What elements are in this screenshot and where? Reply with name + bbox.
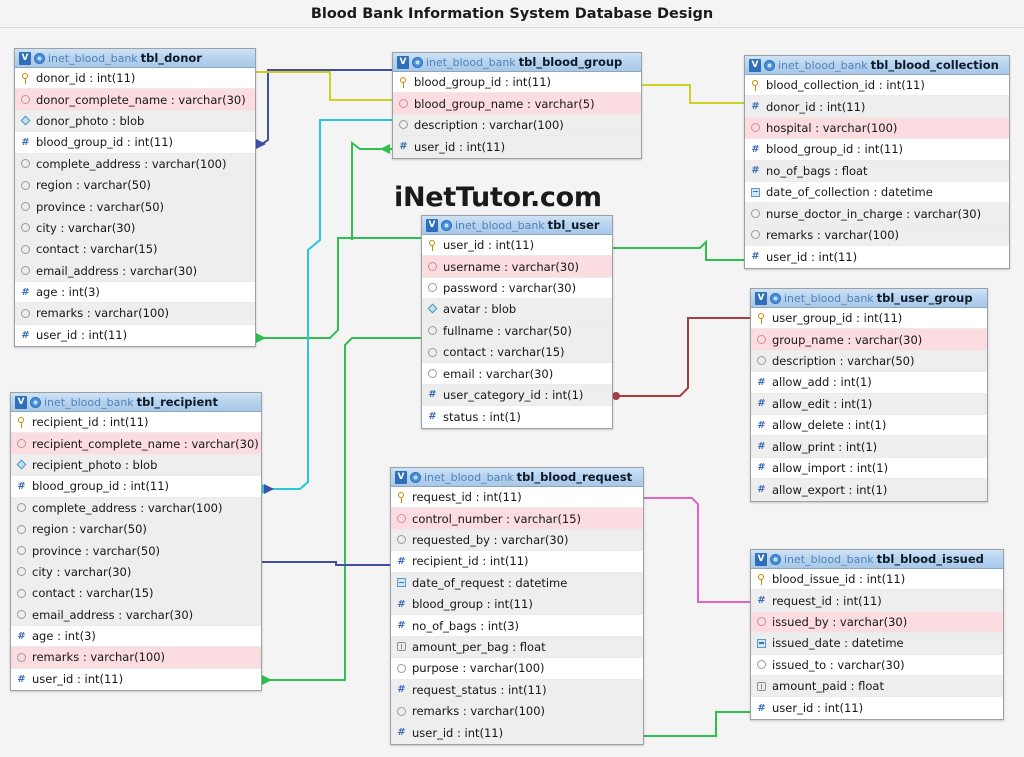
table-tbl_blood_request[interactable]: [390, 467, 644, 745]
number-icon: [756, 703, 767, 714]
table-row[interactable]: [422, 385, 612, 406]
gear-icon: [410, 472, 421, 483]
table-header-tbl_blood_issued[interactable]: [751, 550, 1003, 569]
table-row[interactable]: [422, 278, 612, 299]
number-icon: [750, 165, 761, 176]
table-row[interactable]: [393, 115, 641, 136]
table-row[interactable]: [391, 658, 643, 679]
column-icon: [20, 158, 31, 169]
column-label: age : int(3): [36, 285, 100, 300]
column-label: user_id : int(11): [766, 249, 858, 264]
table-row[interactable]: [15, 175, 255, 196]
column-label: user_id : int(11): [772, 701, 864, 716]
view-icon: V: [426, 219, 438, 232]
table-schema-label: inet_blood_bank: [424, 470, 514, 484]
table-row[interactable]: [11, 455, 261, 476]
column-icon: [20, 180, 31, 191]
table-row[interactable]: [422, 406, 612, 427]
number-icon: [756, 441, 767, 452]
number-icon: [20, 330, 31, 341]
table-row[interactable]: [745, 182, 1009, 203]
table-tbl_blood_collection[interactable]: [744, 55, 1010, 269]
column-label: user_id : int(11): [412, 725, 504, 740]
table-row[interactable]: [422, 256, 612, 277]
table-row[interactable]: [751, 394, 987, 415]
table-row[interactable]: [15, 239, 255, 260]
column-icon: [756, 355, 767, 366]
column-label: blood_group : int(11): [412, 597, 533, 612]
column-label: hospital : varchar(100): [766, 120, 898, 135]
column-label: amount_paid : float: [772, 679, 884, 694]
table-row[interactable]: [393, 136, 641, 157]
table-row[interactable]: [11, 647, 261, 668]
gear-icon: [770, 554, 781, 565]
table-row[interactable]: [391, 701, 643, 722]
column-icon: [427, 347, 438, 358]
column-icon: [16, 524, 27, 535]
table-row[interactable]: [15, 68, 255, 89]
column-label: blood_group_name : varchar(5): [414, 96, 595, 111]
gear-icon: [764, 60, 775, 71]
column-label: no_of_bags : int(3): [412, 618, 520, 633]
table-row[interactable]: [11, 498, 261, 519]
column-label: recipient_complete_name : varchar(30): [32, 436, 259, 451]
column-label: request_id : int(11): [772, 593, 882, 608]
column-label: recipient_photo : blob: [32, 457, 158, 472]
calendar-icon: [396, 577, 407, 588]
table-row[interactable]: [391, 637, 643, 658]
gear-icon: [770, 293, 781, 304]
column-label: remarks : varchar(100): [412, 704, 546, 719]
table-row[interactable]: [751, 633, 1003, 654]
number-icon: [427, 411, 438, 422]
column-icon: [20, 94, 31, 105]
view-icon: V: [755, 292, 767, 305]
calendar-icon: [756, 638, 767, 649]
column-label: blood_group_id : int(11): [414, 75, 552, 90]
view-icon: V: [755, 553, 767, 566]
table-row[interactable]: [745, 161, 1009, 182]
table-row[interactable]: [745, 225, 1009, 246]
column-label: user_id : int(11): [414, 139, 506, 154]
column-label: donor_complete_name : varchar(30): [36, 92, 246, 107]
column-label: purpose : varchar(100): [412, 661, 545, 676]
number-icon: [427, 389, 438, 400]
table-name-label: tbl_recipient: [136, 395, 218, 409]
column-icon: [756, 616, 767, 627]
column-label: donor_id : int(11): [36, 71, 136, 86]
column-label: remarks : varchar(100): [36, 306, 170, 321]
column-label: remarks : varchar(100): [32, 650, 166, 665]
column-label: region : varchar(50): [32, 522, 147, 537]
column-label: password : varchar(30): [443, 280, 577, 295]
column-label: recipient_id : int(11): [412, 554, 529, 569]
gear-icon: [30, 397, 41, 408]
number-icon: [756, 462, 767, 473]
table-row[interactable]: [391, 508, 643, 529]
number-icon: [756, 398, 767, 409]
key-icon: [20, 73, 31, 84]
table-row[interactable]: [391, 487, 643, 508]
table-row[interactable]: [15, 325, 255, 346]
column-icon: [750, 229, 761, 240]
number-icon: [16, 481, 27, 492]
column-icon: [20, 265, 31, 276]
table-row[interactable]: [751, 676, 1003, 697]
column-icon: [20, 222, 31, 233]
table-row[interactable]: [745, 203, 1009, 224]
column-label: amount_per_bag : float: [412, 639, 546, 654]
table-tbl_user[interactable]: [421, 215, 613, 429]
column-label: user_id : int(11): [443, 238, 535, 253]
key-icon: [16, 417, 27, 428]
table-row[interactable]: [422, 299, 612, 320]
column-label: user_id : int(11): [32, 672, 124, 687]
table-row[interactable]: [393, 93, 641, 114]
table-row[interactable]: [391, 615, 643, 636]
column-label: contact : varchar(15): [36, 242, 158, 257]
column-icon: [16, 588, 27, 599]
column-label: complete_address : varchar(100): [32, 500, 223, 515]
column-label: allow_delete : int(1): [772, 418, 887, 433]
column-label: province : varchar(50): [32, 543, 161, 558]
table-row[interactable]: [15, 261, 255, 282]
column-label: date_of_collection : datetime: [766, 185, 933, 200]
column-label: nurse_doctor_in_charge : varchar(30): [766, 206, 982, 221]
table-row[interactable]: [745, 118, 1009, 139]
table-row[interactable]: [391, 530, 643, 551]
table-row[interactable]: [11, 519, 261, 540]
table-header-tbl_blood_collection[interactable]: [745, 56, 1009, 75]
column-label: allow_print : int(1): [772, 439, 878, 454]
column-label: email_address : varchar(30): [32, 607, 194, 622]
column-label: remarks : varchar(100): [766, 227, 900, 242]
column-label: age : int(3): [32, 629, 96, 644]
table-header-tbl_user_group[interactable]: [751, 289, 987, 308]
table-row[interactable]: [751, 612, 1003, 633]
table-row[interactable]: [391, 594, 643, 615]
number-icon: [398, 141, 409, 152]
table-schema-label: inet_blood_bank: [784, 552, 874, 566]
table-row[interactable]: [422, 342, 612, 363]
column-icon: [20, 308, 31, 319]
column-label: fullname : varchar(50): [443, 323, 572, 338]
table-row[interactable]: [393, 72, 641, 93]
table-name-label: tbl_blood_issued: [876, 552, 984, 566]
table-row[interactable]: [11, 626, 261, 647]
number-icon: [16, 631, 27, 642]
column-label: requested_by : varchar(30): [412, 532, 569, 547]
table-tbl_blood_issued[interactable]: [750, 549, 1004, 720]
column-icon: [16, 609, 27, 620]
column-icon: [16, 545, 27, 556]
table-row[interactable]: [11, 412, 261, 433]
table-row[interactable]: [751, 329, 987, 350]
column-icon: [427, 325, 438, 336]
table-header-tbl_user[interactable]: [422, 216, 612, 235]
gear-icon: [412, 57, 423, 68]
view-icon: V: [749, 59, 761, 72]
column-label: allow_export : int(1): [772, 482, 888, 497]
table-row[interactable]: [391, 573, 643, 594]
column-icon: [750, 208, 761, 219]
table-name-label: tbl_user: [547, 218, 600, 232]
table-row[interactable]: [751, 308, 987, 329]
table-schema-label: inet_blood_bank: [426, 55, 516, 69]
table-row[interactable]: [422, 363, 612, 384]
column-icon: [396, 706, 407, 717]
column-label: date_of_request : datetime: [412, 575, 568, 590]
view-icon: V: [395, 471, 407, 484]
blob-icon: [427, 304, 438, 315]
table-tbl_donor[interactable]: [14, 48, 256, 347]
column-label: request_status : int(11): [412, 682, 547, 697]
column-label: blood_group_id : int(11): [32, 479, 170, 494]
column-label: status : int(1): [443, 409, 521, 424]
view-icon: V: [19, 52, 31, 65]
table-row[interactable]: [11, 562, 261, 583]
table-schema-label: inet_blood_bank: [44, 395, 134, 409]
table-tbl_recipient[interactable]: [10, 392, 262, 691]
column-label: issued_by : varchar(30): [772, 614, 908, 629]
table-row[interactable]: [15, 282, 255, 303]
table-row[interactable]: [11, 669, 261, 690]
table-schema-label: inet_blood_bank: [784, 291, 874, 305]
table-row[interactable]: [15, 154, 255, 175]
column-icon: [396, 663, 407, 674]
column-label: no_of_bags : float: [766, 163, 868, 178]
number-icon: [396, 599, 407, 610]
number-icon: [756, 484, 767, 495]
column-label: request_id : int(11): [412, 490, 522, 505]
table-row[interactable]: [751, 372, 987, 393]
column-label: allow_add : int(1): [772, 375, 872, 390]
key-icon: [756, 574, 767, 585]
calendar-icon: [750, 187, 761, 198]
table-row[interactable]: [391, 722, 643, 743]
table-row[interactable]: [751, 351, 987, 372]
table-row[interactable]: [11, 476, 261, 497]
table-name-label: tbl_user_group: [876, 291, 973, 305]
column-label: user_group_id : int(11): [772, 311, 903, 326]
column-label: issued_to : varchar(30): [772, 657, 905, 672]
column-label: blood_group_id : int(11): [36, 135, 174, 150]
column-label: city : varchar(30): [36, 220, 136, 235]
table-row[interactable]: [15, 218, 255, 239]
column-label: city : varchar(30): [32, 564, 132, 579]
table-row[interactable]: [391, 680, 643, 701]
table-tbl_blood_group[interactable]: [392, 52, 642, 159]
float-icon: [396, 641, 407, 652]
table-row[interactable]: [11, 583, 261, 604]
key-icon: [396, 492, 407, 503]
number-icon: [750, 101, 761, 112]
table-row[interactable]: [15, 303, 255, 324]
key-icon: [750, 80, 761, 91]
gear-icon: [34, 53, 45, 64]
column-label: donor_id : int(11): [766, 99, 866, 114]
table-row[interactable]: [751, 655, 1003, 676]
table-row[interactable]: [15, 196, 255, 217]
key-icon: [756, 313, 767, 324]
watermark-label: iNetTutor.com: [394, 182, 602, 213]
column-label: complete_address : varchar(100): [36, 156, 227, 171]
column-label: email : varchar(30): [443, 366, 554, 381]
table-row[interactable]: [751, 436, 987, 457]
table-row[interactable]: [15, 89, 255, 110]
number-icon: [20, 137, 31, 148]
gear-icon: [441, 220, 452, 231]
table-header-tbl_donor[interactable]: [15, 49, 255, 68]
table-row[interactable]: [391, 551, 643, 572]
table-row[interactable]: [751, 697, 1003, 718]
number-icon: [396, 556, 407, 567]
table-row[interactable]: [11, 433, 261, 454]
column-icon: [756, 334, 767, 345]
number-icon: [396, 620, 407, 631]
table-row[interactable]: [422, 235, 612, 256]
number-icon: [750, 144, 761, 155]
column-label: allow_import : int(1): [772, 460, 889, 475]
table-header-tbl_blood_group[interactable]: [393, 53, 641, 72]
column-label: control_number : varchar(15): [412, 511, 582, 526]
table-row[interactable]: [15, 132, 255, 153]
column-label: contact : varchar(15): [443, 345, 565, 360]
table-row[interactable]: [751, 415, 987, 436]
column-label: issued_date : datetime: [772, 636, 904, 651]
column-label: region : varchar(50): [36, 178, 151, 193]
column-icon: [20, 244, 31, 255]
table-row[interactable]: [751, 458, 987, 479]
table-name-label: tbl_donor: [140, 51, 202, 65]
column-label: allow_edit : int(1): [772, 396, 873, 411]
column-label: blood_issue_id : int(11): [772, 572, 906, 587]
column-icon: [398, 119, 409, 130]
number-icon: [756, 420, 767, 431]
table-row[interactable]: [745, 75, 1009, 96]
column-icon: [750, 122, 761, 133]
column-label: recipient_id : int(11): [32, 415, 149, 430]
column-label: contact : varchar(15): [32, 586, 154, 601]
column-icon: [20, 201, 31, 212]
column-label: avatar : blob: [443, 302, 517, 317]
table-row[interactable]: [15, 111, 255, 132]
column-icon: [398, 98, 409, 109]
column-label: province : varchar(50): [36, 199, 165, 214]
table-row[interactable]: [745, 96, 1009, 117]
number-icon: [756, 377, 767, 388]
view-icon: V: [397, 56, 409, 69]
number-icon: [16, 674, 27, 685]
table-row[interactable]: [11, 540, 261, 561]
table-row[interactable]: [751, 590, 1003, 611]
column-icon: [16, 652, 27, 663]
column-icon: [396, 513, 407, 524]
column-label: description : varchar(100): [414, 117, 564, 132]
column-label: blood_group_id : int(11): [766, 142, 904, 157]
key-icon: [427, 240, 438, 251]
table-row[interactable]: [745, 246, 1009, 267]
column-label: blood_collection_id : int(11): [766, 78, 925, 93]
column-icon: [396, 534, 407, 545]
page-title: Blood Bank Information System Database Design: [0, 0, 1024, 28]
number-icon: [756, 595, 767, 606]
column-icon: [427, 282, 438, 293]
column-icon: [16, 438, 27, 449]
view-icon: V: [15, 396, 27, 409]
table-row[interactable]: [751, 569, 1003, 590]
number-icon: [20, 287, 31, 298]
column-icon: [427, 261, 438, 272]
key-icon: [398, 77, 409, 88]
number-icon: [396, 684, 407, 695]
column-label: donor_photo : blob: [36, 113, 145, 128]
table-name-label: tbl_blood_collection: [870, 58, 999, 72]
table-name-label: tbl_blood_request: [516, 470, 633, 484]
column-label: description : varchar(50): [772, 353, 915, 368]
number-icon: [396, 727, 407, 738]
table-row[interactable]: [422, 321, 612, 342]
number-icon: [750, 251, 761, 262]
blob-icon: [16, 459, 27, 470]
column-label: user_id : int(11): [36, 328, 128, 343]
column-label: user_category_id : int(1): [443, 387, 584, 402]
table-schema-label: inet_blood_bank: [48, 51, 138, 65]
table-row[interactable]: [745, 139, 1009, 160]
blob-icon: [20, 115, 31, 126]
table-header-tbl_blood_request[interactable]: [391, 468, 643, 487]
column-label: username : varchar(30): [443, 259, 580, 274]
table-schema-label: inet_blood_bank: [778, 58, 868, 72]
column-icon: [16, 566, 27, 577]
column-label: email_address : varchar(30): [36, 263, 198, 278]
table-row[interactable]: [751, 479, 987, 500]
column-icon: [756, 659, 767, 670]
table-tbl_user_group[interactable]: [750, 288, 988, 502]
table-schema-label: inet_blood_bank: [455, 218, 545, 232]
float-icon: [756, 681, 767, 692]
table-header-tbl_recipient[interactable]: [11, 393, 261, 412]
table-row[interactable]: [11, 605, 261, 626]
column-label: group_name : varchar(30): [772, 332, 923, 347]
column-icon: [16, 502, 27, 513]
column-icon: [427, 368, 438, 379]
table-name-label: tbl_blood_group: [518, 55, 623, 69]
